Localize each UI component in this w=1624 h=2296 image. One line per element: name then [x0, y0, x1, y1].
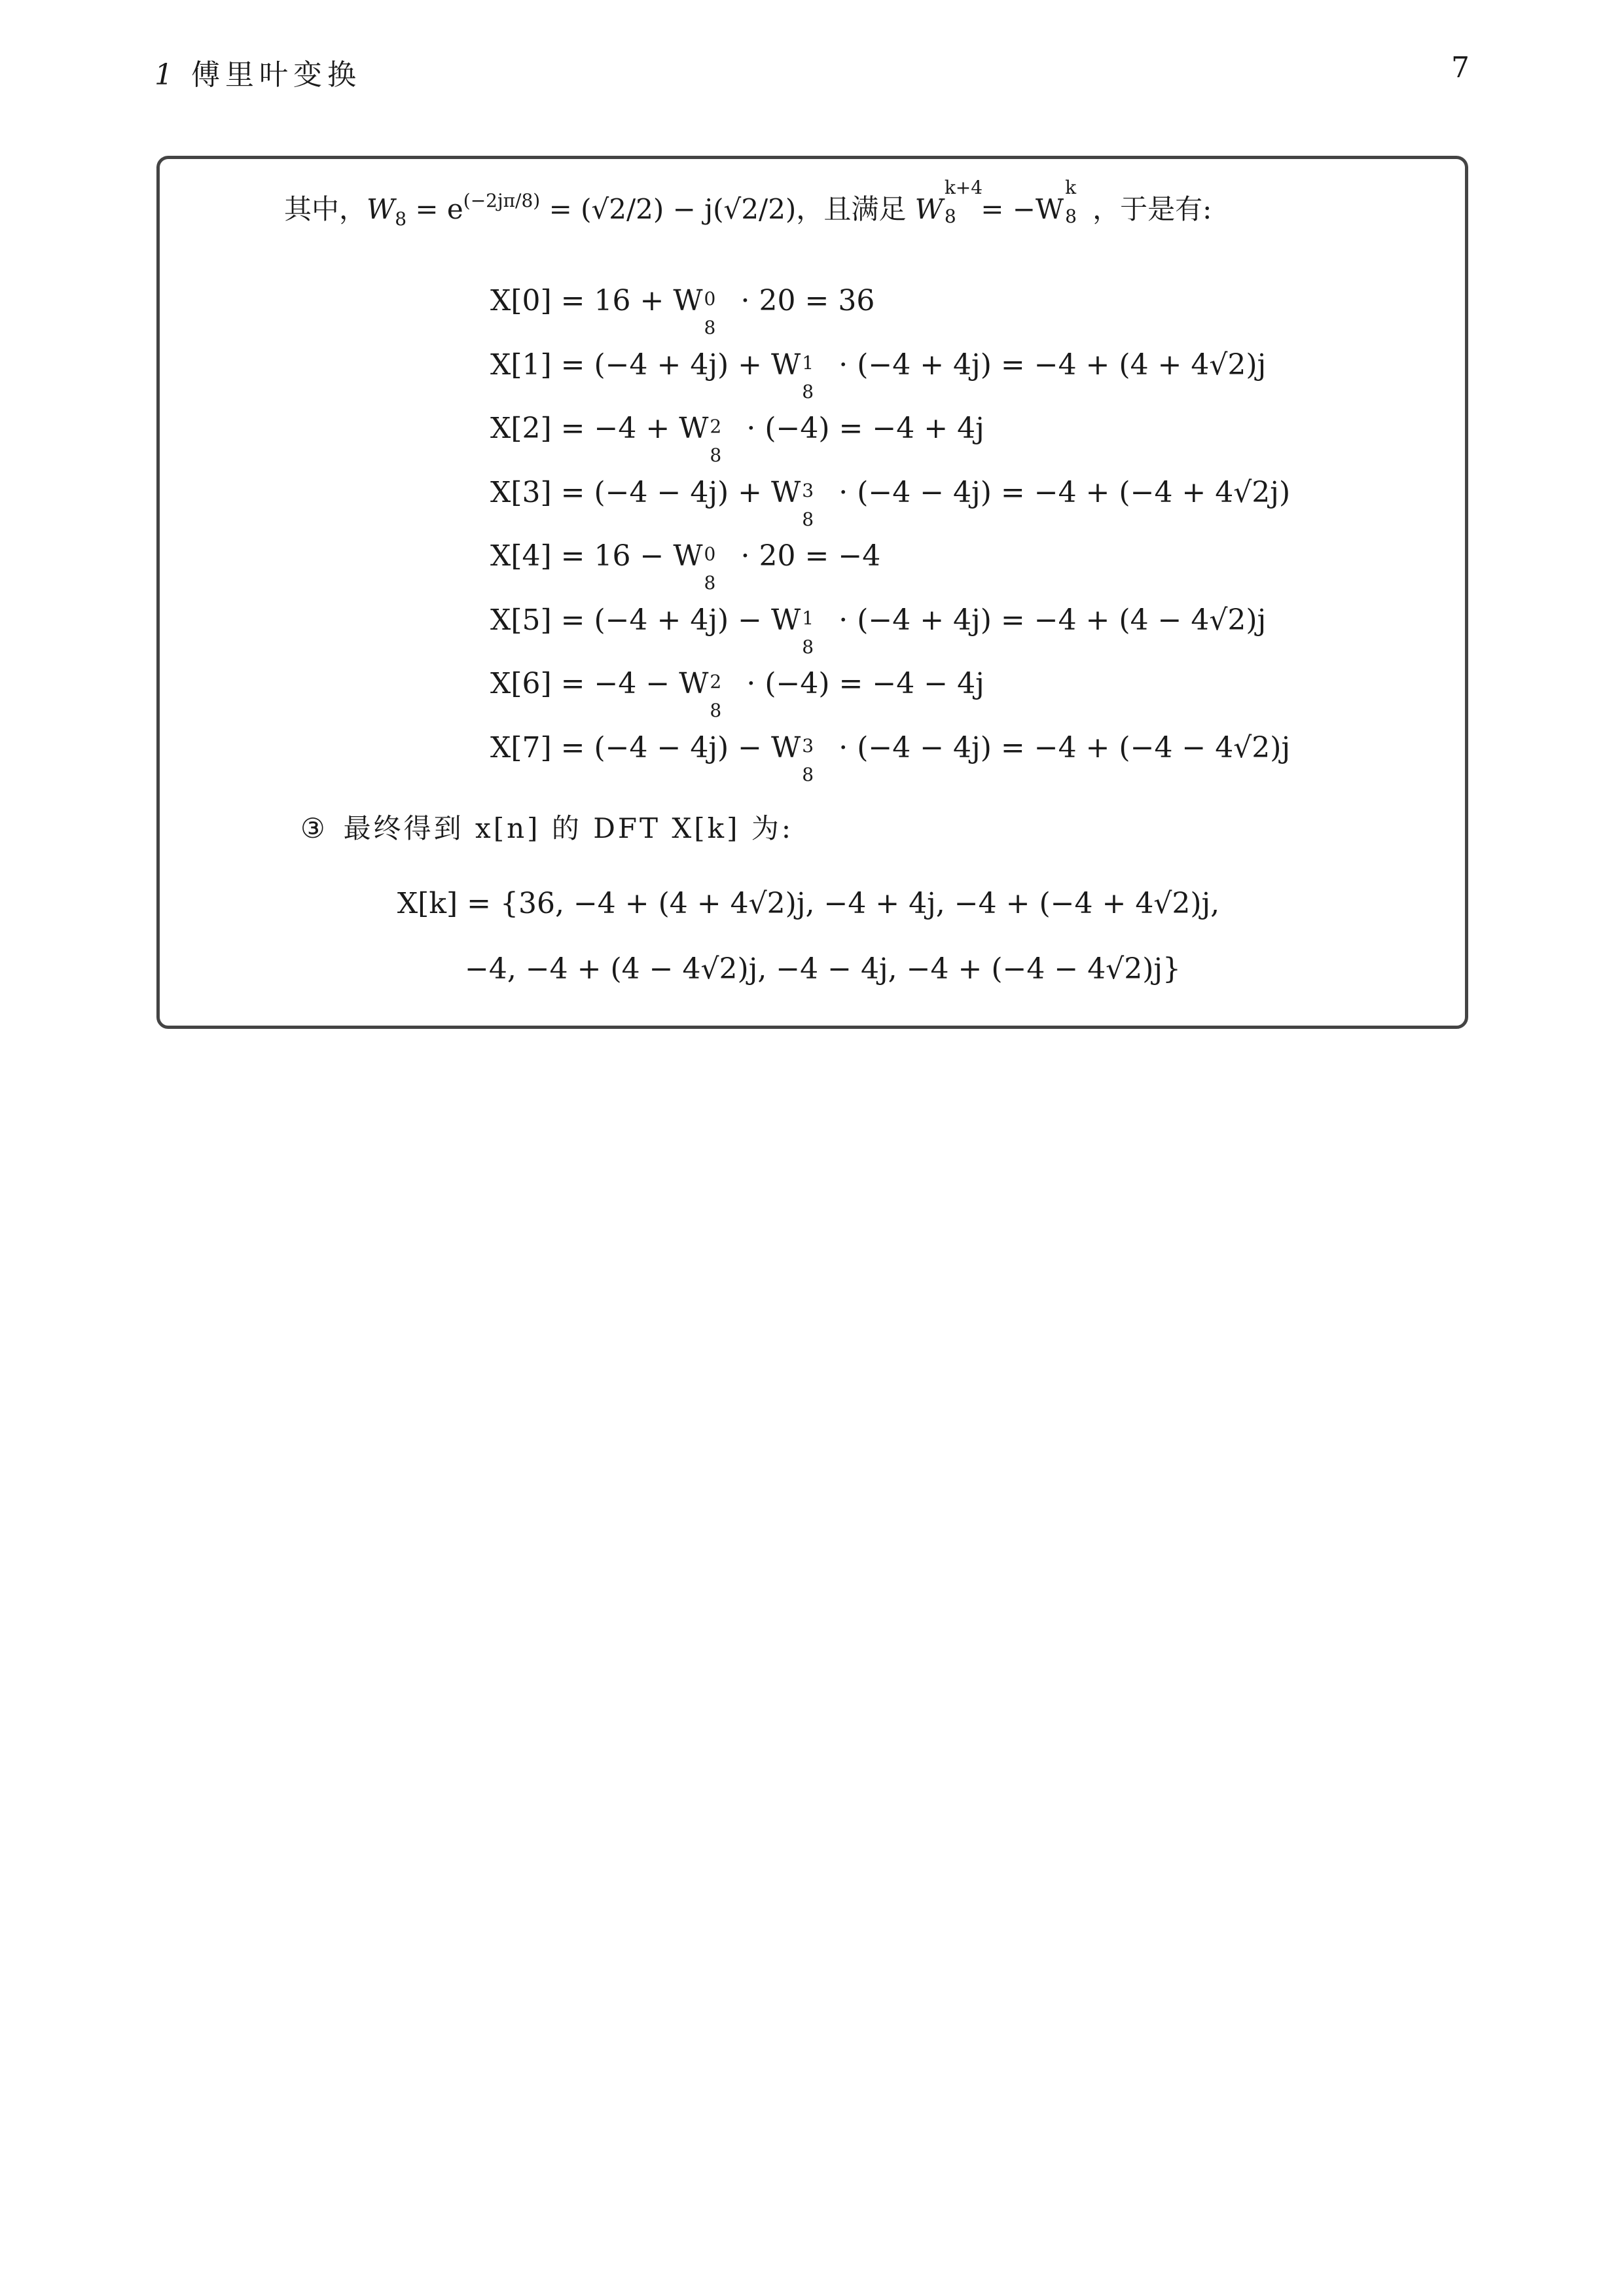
intro-prefix: 其中，	[284, 193, 367, 225]
equation-row	[490, 333, 1290, 403]
chapter-number: 1	[154, 58, 173, 92]
equation-row	[490, 716, 1291, 785]
equation-sup: 1	[802, 351, 814, 374]
equation-row	[490, 397, 1290, 466]
final-result-line-2: −4, −4 + (4 − 4√2)j, −4 − 4j, −4 + (−4 − 4√2)j}	[464, 952, 1182, 986]
equation-lhs: X[3] = (−4 − 4j) + W	[490, 475, 801, 509]
intro-wk-sub: 8	[1065, 206, 1077, 227]
intro-w-k4-sub: 8	[944, 206, 956, 227]
equation-rhs: · (−4 − 4j) = −4 + (−4 + 4√2j)	[829, 475, 1291, 509]
page-number: 7	[1451, 51, 1470, 84]
equation-rhs: · (−4) = −4 + 4j	[737, 412, 984, 445]
equation-sub: 8	[802, 763, 814, 785]
intro-rhs2: = −W	[971, 193, 1064, 225]
equation-rhs: · (−4 − 4j) = −4 + (−4 − 4√2)j	[829, 730, 1291, 764]
equation-scripts	[703, 537, 732, 594]
intro-rhs: = (√2/2) − j(√2/2)，	[540, 193, 824, 225]
equation-row	[490, 652, 1290, 721]
equation-lhs: X[5] = (−4 + 4j) − W	[490, 603, 801, 637]
solution-box	[156, 156, 1468, 1029]
intro-wk-sup: k	[1065, 177, 1077, 198]
equation-lhs: X[7] = (−4 − 4j) − W	[490, 730, 801, 764]
equation-sup: 2	[710, 671, 722, 692]
intro-w-k4-sup: k+4	[944, 177, 983, 198]
page-header	[154, 51, 1470, 103]
equation-rhs: · (−4) = −4 − 4j	[737, 667, 984, 700]
equation-lhs: X[1] = (−4 + 4j) + W	[490, 348, 801, 382]
equation-row	[490, 269, 1290, 338]
chapter-title: 傅里叶变换	[191, 58, 361, 92]
intro-exp: (−2jπ/8)	[463, 190, 541, 211]
step-marker: ③	[300, 812, 325, 844]
equation-row	[490, 524, 1290, 594]
intro-eq: = e	[406, 193, 463, 225]
equation-sup: 0	[704, 288, 716, 310]
intro-w8: W	[367, 193, 395, 225]
intro-w-k4-scripts	[943, 177, 983, 227]
intro-suffix: ，于是有:	[1092, 193, 1212, 225]
equation-sup: 0	[704, 543, 716, 565]
equation-lhs: X[0] = 16 + W	[490, 284, 703, 317]
equation-scripts	[801, 728, 829, 785]
equation-sub: 8	[802, 380, 814, 403]
equation-sup: 3	[802, 479, 814, 501]
equation-scripts	[801, 346, 829, 403]
equation-rhs: · (−4 + 4j) = −4 + (4 − 4√2)j	[829, 603, 1267, 637]
intro-cond: 且满足	[823, 193, 915, 225]
equation-rhs: · 20 = 36	[731, 284, 875, 317]
chapter-heading	[154, 51, 361, 93]
equation-sup: 3	[802, 734, 814, 757]
equation-sub: 8	[704, 572, 716, 594]
equation-sup: 2	[710, 416, 722, 437]
intro-line	[284, 177, 1212, 230]
step-line	[300, 807, 793, 846]
step-text: 最终得到 x[n] 的 DFT X[k] 为:	[343, 812, 794, 844]
intro-w8-sub: 8	[395, 208, 407, 230]
final-result-line-1: X[k] = {36, −4 + (4 + 4√2)j, −4 + 4j, −4 + (−4 + 4√2)j,	[397, 887, 1220, 920]
equation-row	[490, 588, 1290, 658]
equation-row	[490, 461, 1291, 530]
equation-scripts	[801, 473, 829, 530]
equation-lhs: X[6] = −4 − W	[490, 667, 709, 700]
intro-w-k4: W	[914, 193, 943, 225]
equation-lhs: X[2] = −4 + W	[490, 412, 709, 445]
equation-sub: 8	[710, 700, 722, 721]
equation-rhs: · 20 = −4	[731, 539, 881, 573]
equation-rhs: · (−4 + 4j) = −4 + (4 + 4√2)j	[829, 348, 1267, 382]
equation-scripts	[708, 409, 737, 466]
equation-sup: 1	[802, 607, 814, 629]
equation-sub: 8	[710, 444, 722, 466]
intro-wk-scripts	[1064, 177, 1092, 227]
equation-scripts	[708, 664, 737, 721]
equation-sub: 8	[802, 508, 814, 530]
equation-scripts	[801, 601, 829, 658]
equation-list	[490, 269, 1291, 785]
equation-scripts	[703, 281, 732, 338]
equation-sub: 8	[802, 636, 814, 658]
equation-lhs: X[4] = 16 − W	[490, 539, 703, 573]
equation-sub: 8	[704, 317, 716, 338]
